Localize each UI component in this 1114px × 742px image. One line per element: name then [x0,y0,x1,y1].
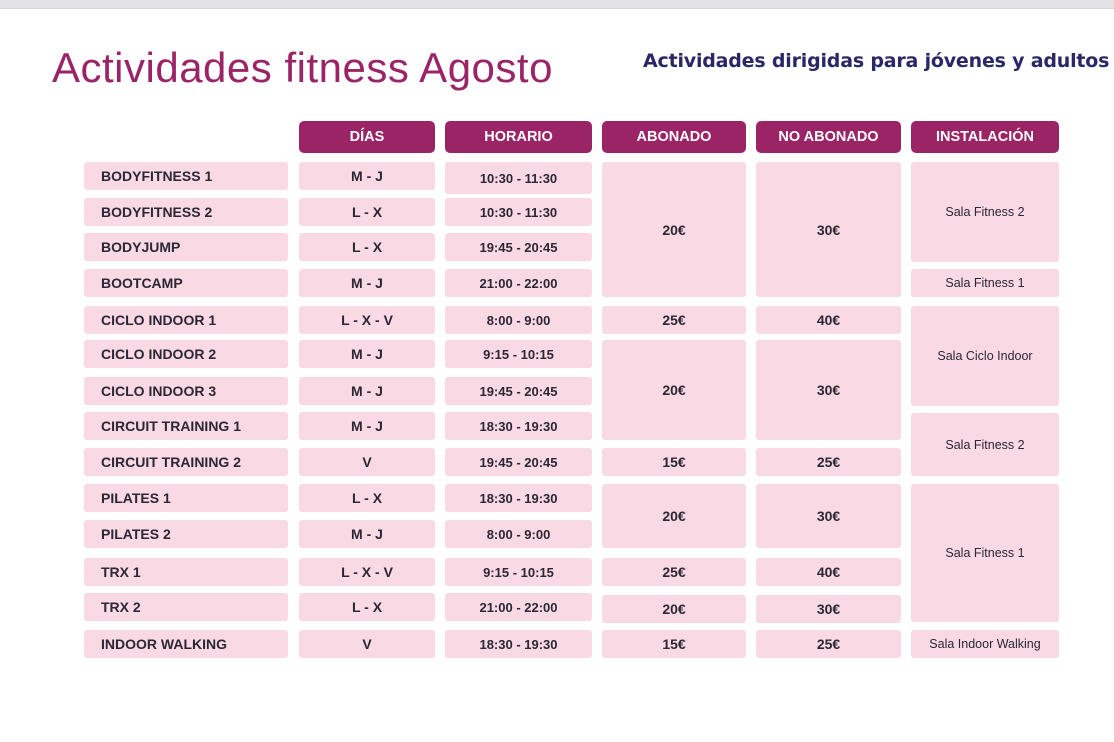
activity-time: 10:30 - 11:30 [445,162,592,194]
activity-name: CICLO INDOOR 2 [84,340,288,368]
price-no-abonado: 40€ [756,558,901,586]
activity-name: TRX 1 [84,558,288,586]
activity-days: L - X [299,198,435,226]
activity-days: V [299,448,435,476]
installation: Sala Fitness 1 [911,269,1059,297]
price-abonado: 20€ [602,340,746,440]
price-abonado: 20€ [602,162,746,297]
activity-days: M - J [299,269,435,297]
installation: Sala Ciclo Indoor [911,306,1059,406]
installation: Sala Fitness 1 [911,484,1059,622]
activity-days: L - X - V [299,558,435,586]
installation: Sala Fitness 2 [911,162,1059,262]
price-abonado: 15€ [602,630,746,658]
price-abonado: 15€ [602,448,746,476]
activity-name: INDOOR WALKING [84,630,288,658]
activity-time: 18:30 - 19:30 [445,484,592,512]
price-abonado: 20€ [602,484,746,548]
activity-days: L - X [299,484,435,512]
price-abonado: 20€ [602,595,746,623]
header-no-abonado: NO ABONADO [756,121,901,153]
activity-time: 10:30 - 11:30 [445,198,592,226]
price-no-abonado: 30€ [756,484,901,548]
activity-name: BOOTCAMP [84,269,288,297]
activity-time: 19:45 - 20:45 [445,377,592,405]
activity-days: M - J [299,340,435,368]
activity-name: TRX 2 [84,593,288,621]
header-dias: DÍAS [299,121,435,153]
activity-name: BODYFITNESS 2 [84,198,288,226]
activity-days: L - X [299,233,435,261]
price-no-abonado: 40€ [756,306,901,334]
activity-days: M - J [299,162,435,190]
price-no-abonado: 30€ [756,162,901,297]
activity-days: V [299,630,435,658]
activity-days: L - X - V [299,306,435,334]
activity-days: M - J [299,412,435,440]
activity-name: BODYJUMP [84,233,288,261]
price-abonado: 25€ [602,306,746,334]
activity-days: L - X [299,593,435,621]
installation: Sala Fitness 2 [911,413,1059,476]
activity-time: 21:00 - 22:00 [445,269,592,297]
activity-time: 18:30 - 19:30 [445,630,592,658]
activity-time: 19:45 - 20:45 [445,448,592,476]
activity-time: 9:15 - 10:15 [445,340,592,368]
activity-time: 9:15 - 10:15 [445,558,592,586]
price-no-abonado: 25€ [756,630,901,658]
activity-days: M - J [299,377,435,405]
activity-name: PILATES 1 [84,484,288,512]
price-no-abonado: 25€ [756,448,901,476]
activity-time: 8:00 - 9:00 [445,520,592,548]
price-no-abonado: 30€ [756,595,901,623]
page-title: Actividades fitness Agosto [52,44,553,91]
header-abonado: ABONADO [602,121,746,153]
activity-name: CIRCUIT TRAINING 2 [84,448,288,476]
activity-time: 19:45 - 20:45 [445,233,592,261]
activity-time: 21:00 - 22:00 [445,593,592,621]
activity-time: 18:30 - 19:30 [445,412,592,440]
activity-days: M - J [299,520,435,548]
activity-time: 8:00 - 9:00 [445,306,592,334]
activity-name: PILATES 2 [84,520,288,548]
activity-name: BODYFITNESS 1 [84,162,288,190]
header-instalacion: INSTALACIÓN [911,121,1059,153]
header-horario: HORARIO [445,121,592,153]
price-no-abonado: 30€ [756,340,901,440]
top-bar [0,0,1114,9]
activity-name: CICLO INDOOR 3 [84,377,288,405]
installation: Sala Indoor Walking [911,630,1059,658]
page-subtitle: Actividades dirigidas para jóvenes y adultos [643,50,1110,72]
activity-name: CIRCUIT TRAINING 1 [84,412,288,440]
activity-name: CICLO INDOOR 1 [84,306,288,334]
price-abonado: 25€ [602,558,746,586]
